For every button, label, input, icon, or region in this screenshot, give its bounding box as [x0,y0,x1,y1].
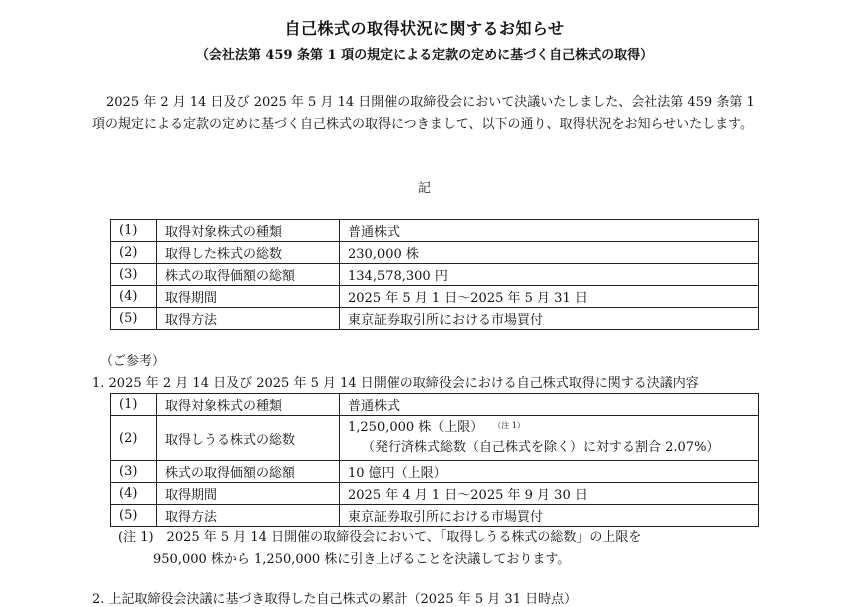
row-value: 東京証券取引所における市場買付 [340,308,759,330]
row-item: 取得しうる株式の総数 [157,416,340,461]
acquisition-status-table [110,219,759,330]
row-item: 取得方法 [157,505,340,527]
section-2-heading: 2. 上記取締役会決議に基づき取得した自己株式の累計（2025 年 5 月 31 日時点） [92,592,578,607]
row-value-line [348,418,758,438]
table-row [111,483,759,505]
row-item: 株式の取得価額の総額 [157,461,340,483]
row-value: 2025 年 5 月 1 日～2025 年 5 月 31 日 [340,286,759,308]
row-value: 10 億円（上限） [340,461,759,483]
intro-text: 2025 年 2 月 14 日及び 2025 年 5 月 14 日開催の取締役会において決議いたしました、会社法第 459 条第 1 項の規定による定款の定めに基づく自己株式の取得につきまして、以下の通り、取得状況をお知らせいたします。 [92,95,755,132]
page-title: 自己株式の取得状況に関するお知らせ [284,19,565,38]
row-value: 普通株式 [340,220,759,242]
note-1-line-2: 950,000 株から 1,250,000 株に引き上げることを決議しております。 [153,552,571,567]
row-item: 取得方法 [157,308,340,330]
section-1-heading: 1. 2025 年 2 月 14 日及び 2025 年 5 月 14 日開催の取締役会における自己株式取得に関する決議内容 [92,376,699,391]
note-1 [118,527,641,571]
table-row [111,264,759,286]
row-number: (1) [111,220,157,242]
table-row [111,505,759,527]
row-number: (2) [111,242,157,264]
ki-heading: 記 [417,181,431,196]
board-resolution-table [110,393,759,527]
ratio-value: （発行済株式総数（自己株式を除く）に対する割合 2.07%） [362,440,720,455]
table-row [111,416,759,461]
row-item: 取得対象株式の種類 [157,394,340,416]
page-subtitle: （会社法第 459 条第 1 項の規定による定款の定めに基づく自己株式の取得） [195,48,654,63]
intro-paragraph [92,92,764,136]
max-shares-value: 1,250,000 株（上限） [348,420,484,435]
row-number: (3) [111,264,157,286]
row-number: (2) [111,416,157,461]
row-item: 取得期間 [157,483,340,505]
row-number: (4) [111,483,157,505]
row-item: 株式の取得価額の総額 [157,264,340,286]
table-row [111,394,759,416]
note-1-line-1: (注 1) 2025 年 5 月 14 日開催の取締役会において、「取得しうる株式の総数」の上限を [118,530,642,545]
row-value: 230,000 株 [340,242,759,264]
row-value: 普通株式 [340,394,759,416]
reference-heading: （ご参考） [100,354,166,369]
table-row [111,220,759,242]
row-item: 取得対象株式の種類 [157,220,340,242]
row-number: (5) [111,308,157,330]
table-row [111,308,759,330]
row-value-multiline [340,416,759,461]
table-row [111,242,759,264]
row-item: 取得期間 [157,286,340,308]
row-number: (1) [111,394,157,416]
row-number: (3) [111,461,157,483]
row-value: 東京証券取引所における市場買付 [340,505,759,527]
row-item: 取得した株式の総数 [157,242,340,264]
row-value: 2025 年 4 月 1 日～2025 年 9 月 30 日 [340,483,759,505]
note-reference: （注 1） [497,421,525,430]
row-number: (5) [111,505,157,527]
table-row [111,286,759,308]
row-number: (4) [111,286,157,308]
table-row [111,461,759,483]
row-value: 134,578,300 円 [340,264,759,286]
